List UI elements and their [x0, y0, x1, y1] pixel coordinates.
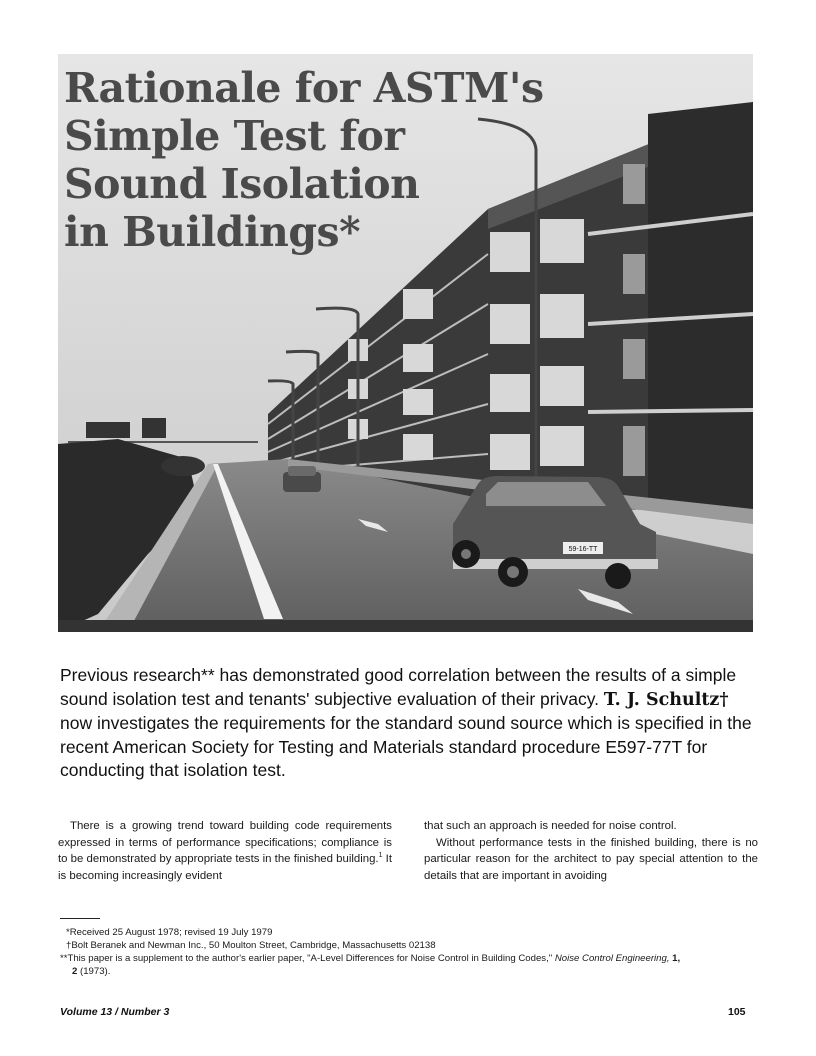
- title-line: Sound Isolation: [64, 160, 420, 208]
- title-line: in Buildings*: [64, 208, 361, 256]
- license-plate: 59-16-TT: [568, 546, 598, 553]
- body-line: that such an approach is needed for noise control.: [424, 820, 677, 832]
- body-paragraph: There is a growing trend toward building code requirements expressed in terms of performance specifications; compliance is to be demonstrated by appropriate tests in the finished building.: [58, 820, 392, 866]
- footnote-supplement: [58, 952, 758, 965]
- footnote-received: *Received 25 August 1978; revised 19 July 1979: [66, 927, 273, 938]
- distant-car: [283, 466, 321, 492]
- title-line: Simple Test for: [64, 112, 405, 160]
- title-line: Rationale for ASTM's: [64, 64, 544, 112]
- volume-footer: Volume 13 / Number 3: [60, 1006, 170, 1018]
- footnote-divider: [60, 918, 100, 919]
- cover-photo: [58, 54, 753, 632]
- abstract: [60, 664, 760, 783]
- abstract-part2: now investigates the requirements for the standard sound source which is specified in the recent American Society for Testing and Materials standard procedure E597-77T for conducting that isolation test.: [60, 713, 752, 780]
- author-name: T. J. Schultz†: [603, 689, 729, 710]
- footnotes: [58, 926, 758, 978]
- footnote-issue: 2: [72, 966, 78, 977]
- article-title: [64, 64, 544, 256]
- body-paragraph-tail: It is becoming increasingly evident: [58, 853, 392, 882]
- footnote-volume: 1,: [672, 953, 681, 964]
- body-column-right: [424, 818, 758, 884]
- body-column-left: [58, 818, 392, 884]
- footnote-affiliation: †Bolt Beranek and Newman Inc., 50 Moulton Street, Cambridge, Massachusetts 02138: [66, 940, 436, 951]
- footnote-ref: 1: [378, 852, 383, 860]
- footnote-supplement-text: **This paper is a supplement to the author's earlier paper, "A-Level Differences for Noise Control in Building Codes,": [60, 953, 553, 964]
- abstract-part1: Previous research** has demonstrated good correlation between the results of a simple sound isolation test and tenants' subjective evaluation of their privacy.: [60, 665, 737, 709]
- page-number: 105: [728, 1006, 746, 1018]
- footnote-supplement-cont: [58, 965, 758, 978]
- footnote-journal: Noise Control Engineering,: [554, 953, 670, 964]
- footnote-year: (1973).: [80, 966, 111, 977]
- body-paragraph: Without performance tests in the finished building, there is no particular reason for the architect to pay special attention to the details that are important in avoiding: [424, 836, 758, 882]
